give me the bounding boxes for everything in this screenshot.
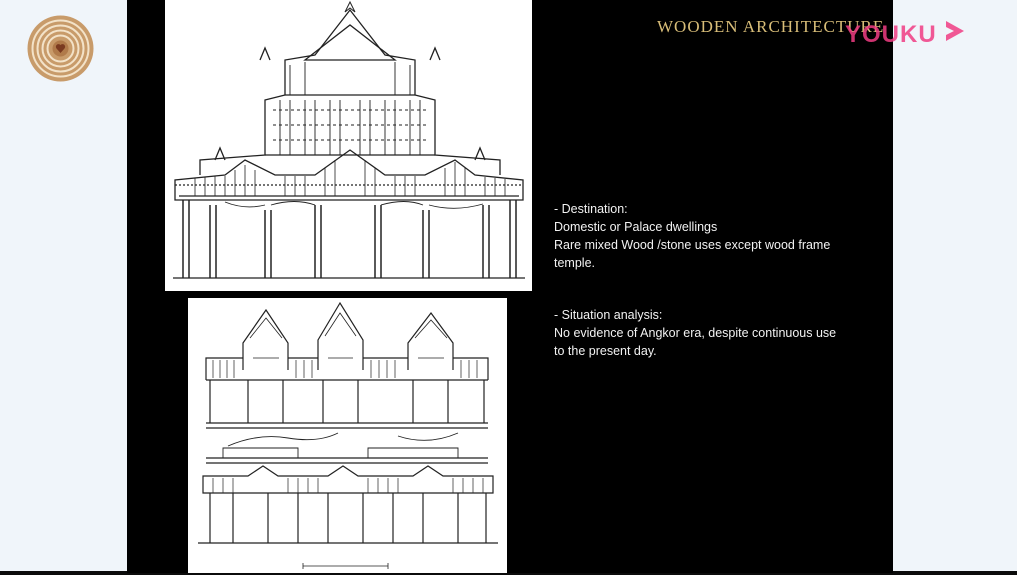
- situation-analysis-section: [554, 306, 884, 360]
- left-margin: [0, 0, 127, 575]
- right-margin: [893, 0, 1017, 575]
- hall-elevation-drawing: [188, 298, 507, 573]
- channel-logo-icon[interactable]: [27, 15, 94, 82]
- section-line: Domestic or Palace dwellings: [554, 220, 718, 234]
- youku-play-icon: [941, 18, 967, 51]
- slide-title: WOODEN ARCHITECTURE: [657, 17, 885, 36]
- section-heading: - Situation analysis:: [554, 308, 663, 322]
- slide: [127, 0, 893, 573]
- section-line: No evidence of Angkor era, despite continuous use: [554, 326, 837, 340]
- section-heading: - Destination:: [554, 202, 628, 216]
- watermark-text: YOUKU: [845, 20, 937, 48]
- section-line: Rare mixed Wood /stone uses except wood frame: [554, 238, 831, 252]
- destination-section: [554, 200, 884, 272]
- section-line: temple.: [554, 256, 595, 270]
- temple-elevation-drawing: [165, 0, 532, 291]
- section-line: to the present day.: [554, 344, 657, 358]
- youku-watermark: [845, 18, 967, 51]
